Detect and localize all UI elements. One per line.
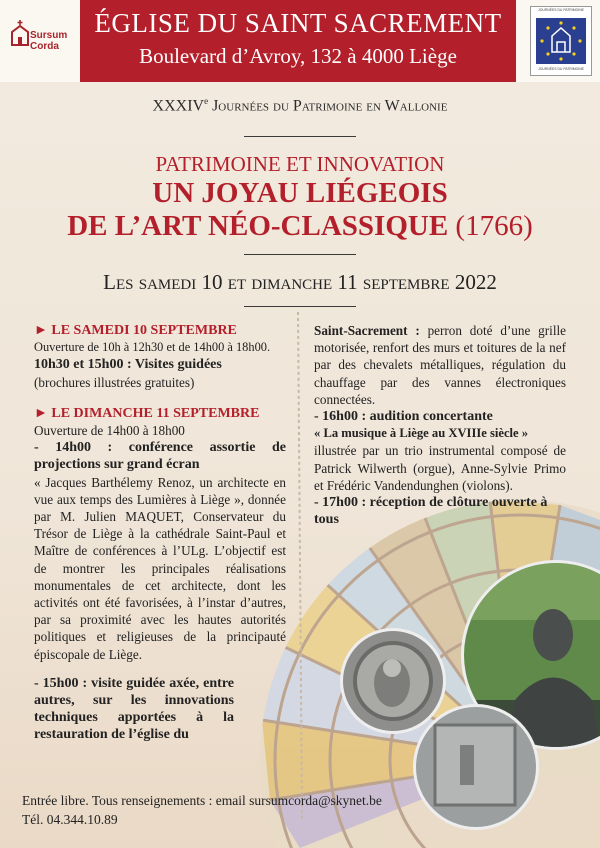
medallion-photo: [340, 628, 446, 734]
main-title-line2: [0, 210, 600, 243]
journees-text: Journées du Patrimoine en Wallonie: [212, 97, 448, 115]
footer-line1: Entrée libre. Tous renseignements : email sursumcorda@skynet.be: [22, 793, 382, 808]
theme-title: PATRIMOINE ET INNOVATION: [155, 152, 445, 176]
roman-sup: e: [204, 96, 209, 106]
footer-contact: [22, 791, 382, 810]
main-title-line2-text: DE L’ART NÉO-CLASSIQUE: [67, 210, 449, 242]
visit-continuation-bold: Saint-Sacrement :: [314, 323, 420, 338]
concert-text: illustrée par un trio instrumental composé de Patrick Wilwerth (orgue), Anne-Sylvie Primo et Frédéric Vandendunghen (violons).: [314, 443, 566, 493]
main-title-year: (1766): [455, 210, 533, 242]
roman-numeral: XXXIV: [152, 97, 205, 115]
journees-title: [0, 96, 600, 115]
patrimoine-logo: [530, 6, 592, 76]
concert-title: - 16h00 : audition concertante: [314, 409, 493, 425]
conference-text: « Jacques Barthélemy Renoz, un architecte en vue aux temps des Lumières à Liège », donnée par M. Julien MAQUET, Conservateur du Trésor de Liège à la cathédrale Saint-Paul et Maître de conférences à l’ULg. L’objectif est de montrer les principales réalisations monumentales de cet architecte, dont les activités ont été favorisées, à l’instar d’autres, par sa proximité avec les hautes autorités politiques et religieuses de la principauté épiscopale de Liège.: [34, 474, 286, 662]
saturday-visits: 10h30 et 15h00 : Visites guidées: [34, 357, 222, 373]
visit-continuation-text: perron doté d’une grille motorisée, renfort des murs et toitures de la nef par des chevalets métalliques, régulation du chauffage par des vannes électroniques connectées.: [314, 323, 566, 407]
visit-continuation: [314, 322, 566, 408]
saturday-heading: ► LE SAMEDI 10 SEPTEMBRE: [34, 323, 237, 338]
left-column: [34, 322, 286, 744]
guided-visit-title: - 15h00 : visite guidée axée, entre autres, sur les innovations techniques apportées à la restauration de l’église du: [34, 675, 234, 743]
closing-reception: - 17h00 : réception de clôture ouverte à tous: [314, 495, 548, 528]
right-column: [314, 322, 566, 528]
saturday-hours: Ouverture de 10h à 12h30 et de 14h00 à 18h00.: [34, 340, 271, 355]
divider-bottom: [244, 306, 356, 307]
main-title-line1: UN JOYAU LIÉGEOIS: [152, 177, 448, 209]
footer: [22, 791, 382, 829]
sursum-corda-logo: [8, 20, 74, 60]
concert-subtitle: « La musique à Liège au XVIIIe siècle »: [314, 426, 529, 441]
church-icon: [10, 20, 30, 46]
saturday-visits-note: (brochures illustrées gratuites): [34, 374, 195, 390]
divider-middle: [244, 254, 356, 255]
logo-right-top-text: JOURNÉES DU PATRIMOINE: [538, 8, 584, 12]
church-name: ÉGLISE DU SAINT SACREMENT: [94, 8, 502, 38]
church-address: Boulevard d’Avroy, 132 à 4000 Liège: [139, 44, 457, 68]
sunday-hours: Ouverture de 14h00 à 18h00: [34, 423, 185, 439]
footer-phone: Tél. 04.344.10.89: [22, 812, 118, 827]
divider-top: [244, 136, 356, 137]
logo-left-text: Sursum Corda: [30, 30, 68, 52]
event-dates: Les samedi 10 et dimanche 11 septembre 2022: [103, 270, 497, 294]
conference-title: - 14h00 : conférence assortie de projections sur grand écran: [34, 440, 286, 473]
title-banner: [80, 0, 516, 82]
logo-right-bottom-text: JOURNÉES DU PATRIMOINE: [538, 67, 584, 71]
header: [0, 0, 600, 82]
sunday-heading: ► LE DIMANCHE 11 SEPTEMBRE: [34, 405, 260, 421]
